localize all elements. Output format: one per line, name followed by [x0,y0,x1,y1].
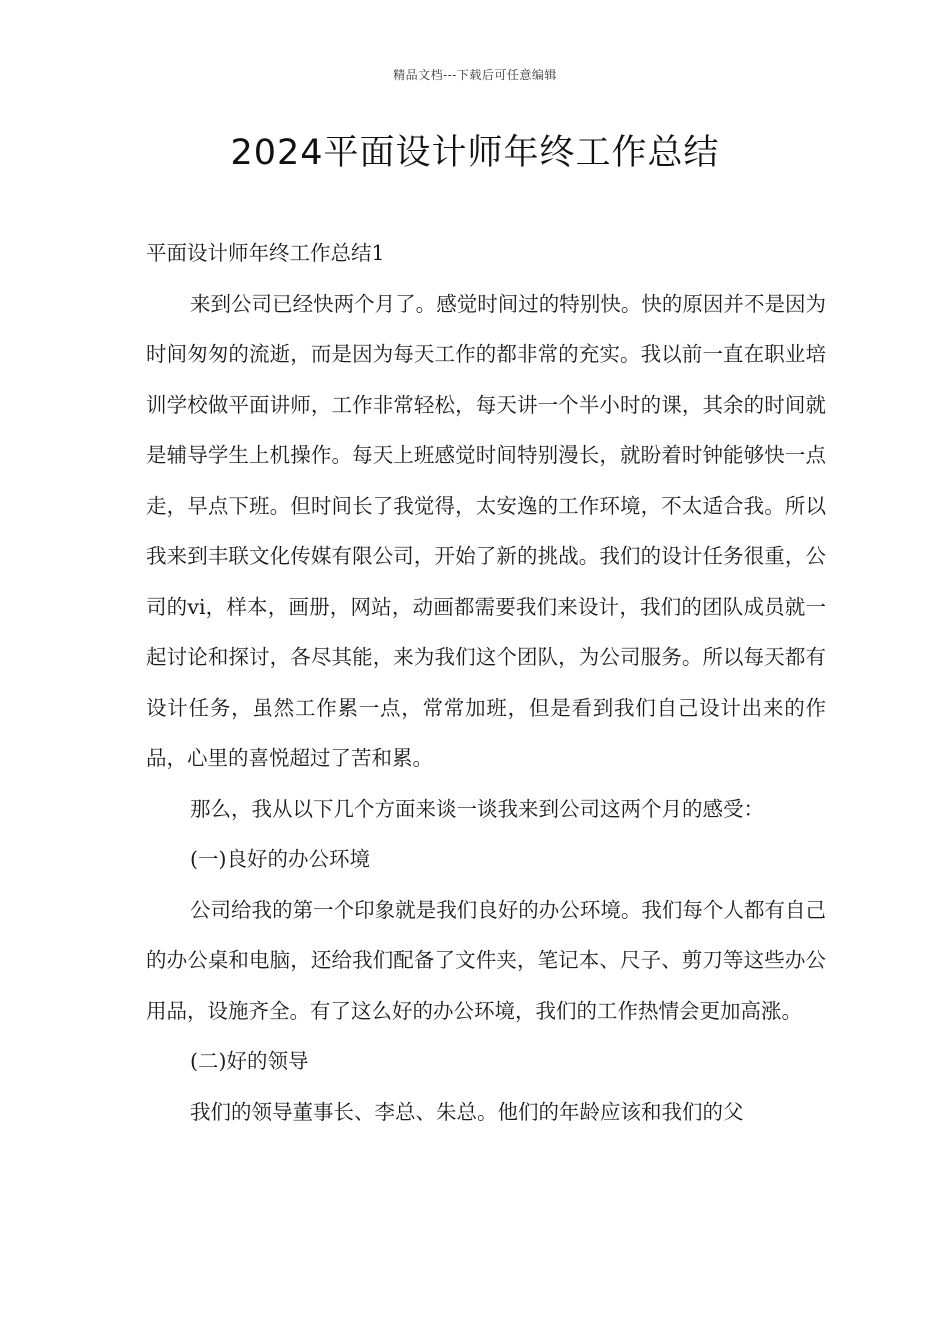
subsection-heading: (一)良好的办公环境 [190,847,370,871]
body-paragraph: 我们的领导董事长、李总、朱总。他们的年龄应该和我们的父 [190,1099,744,1124]
body-paragraph: 来到公司已经快两个月了。感觉时间过的特别快。快的原因并不是因为时间匆匆的流逝，而是因为每天工作的都非常的充实。我以前一直在职业培训学校做平面讲师，工作非常轻松，每天讲一个半小时的课，其余的时间就是辅导学生上机操作。每天上班感觉时间特别漫长，就盼着时钟能够快一点走，早点下班。但时间长了我觉得，太安逸的工作环境，不太适合我。所以我来到丰联文化传媒有限公司，开始了新的挑战。我们的设计任务很重，公司的vi，样本，画册，网站，动画都需要我们来设计，我们的团队成员就一起讨论和探讨，各尽其能，来为我们这个团队，为公司服务。所以每天都有设计任务，虽然工作累一点，常常加班，但是看到我们自己设计出来的作品，心里的喜悦超过了苦和累。 [146,291,826,770]
subsection-heading: (二)好的领导 [190,1049,309,1073]
body-paragraph: 公司给我的第一个印象就是我们良好的办公环境。我们每个人都有自己的办公桌和电脑，还给我们配备了文件夹，笔记本、尺子、剪刀等这些办公用品，设施齐全。有了这么好的办公环境，我们的工作热情会更加高涨。 [146,897,826,1023]
document-title: 2024平面设计师年终工作总结 [230,133,720,173]
document-body [146,228,826,1137]
header-note: 精品文档---下载后可任意编辑 [393,68,557,82]
body-paragraph: 那么，我从以下几个方面来谈一谈我来到公司这两个月的感受： [190,796,764,821]
section-heading: 平面设计师年终工作总结1 [146,241,385,265]
